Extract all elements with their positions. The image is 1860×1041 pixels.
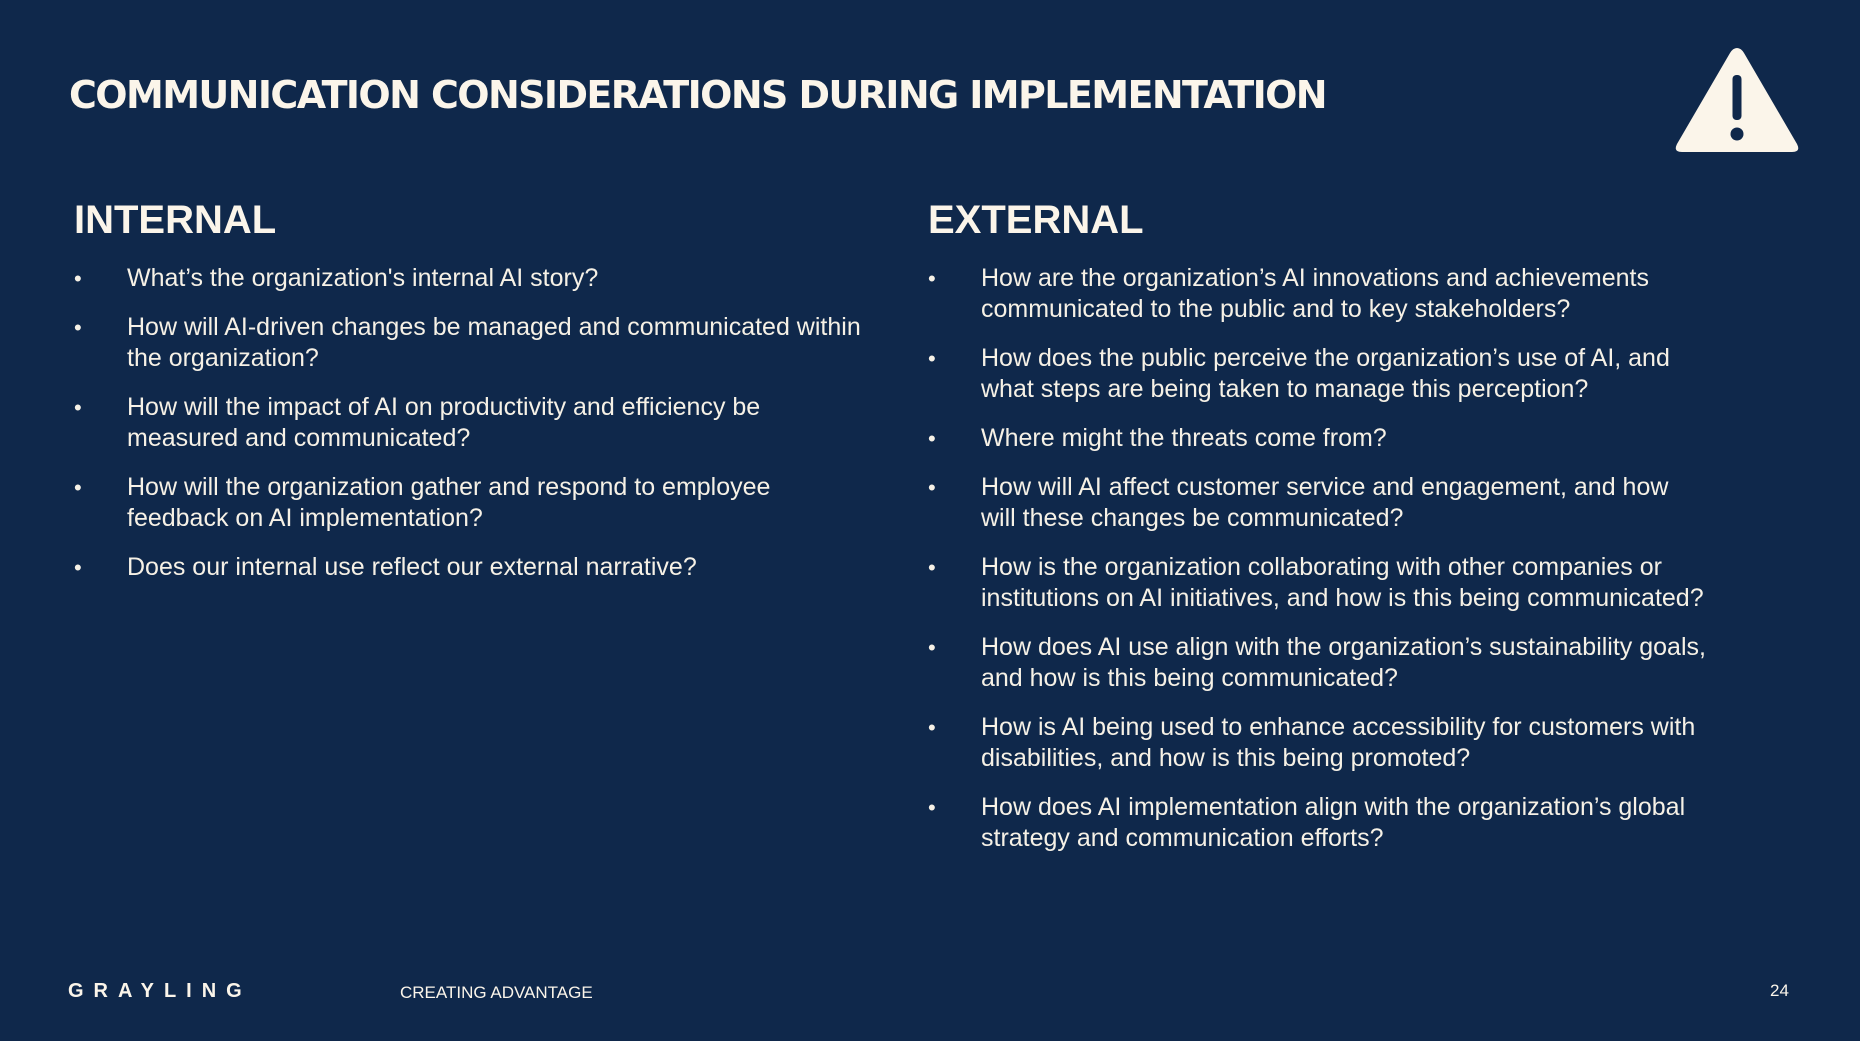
list-item bbox=[74, 312, 874, 374]
bullet-icon: • bbox=[928, 795, 936, 820]
external-column bbox=[928, 197, 1708, 872]
bullet-icon: • bbox=[74, 475, 82, 500]
list-item-text: How will the impact of AI on productivity and efficiency be measured and communicated? bbox=[127, 393, 761, 452]
bullet-icon: • bbox=[928, 475, 936, 500]
bullet-icon: • bbox=[928, 715, 936, 740]
list-item-text: How is the organization collaborating with other companies or institutions on AI initiatives, and how is this being communicated? bbox=[981, 553, 1704, 612]
grayling-logo: GRAYLING bbox=[68, 980, 252, 1002]
list-item bbox=[928, 472, 1708, 534]
list-item bbox=[74, 392, 874, 454]
bullet-icon: • bbox=[928, 635, 936, 660]
list-item-text: What’s the organization's internal AI story? bbox=[127, 264, 599, 292]
list-item-text: How will AI affect customer service and engagement, and how will these changes be communicated? bbox=[981, 473, 1669, 532]
external-heading: EXTERNAL bbox=[928, 198, 1144, 242]
list-item bbox=[928, 712, 1708, 774]
list-item-text: How will AI-driven changes be managed and communicated within the organization? bbox=[127, 313, 861, 372]
page-number: 24 bbox=[1770, 981, 1789, 1000]
bullet-icon: • bbox=[928, 555, 936, 580]
list-item bbox=[928, 632, 1708, 694]
internal-column bbox=[74, 197, 874, 601]
list-item bbox=[74, 472, 874, 534]
external-list bbox=[928, 263, 1708, 854]
list-item-text: Does our internal use reflect our external narrative? bbox=[127, 553, 697, 581]
internal-heading: INTERNAL bbox=[74, 198, 277, 242]
list-item-text: How does AI implementation align with the organization’s global strategy and communication efforts? bbox=[981, 793, 1686, 852]
list-item-text: How is AI being used to enhance accessibility for customers with disabilities, and how is this being promoted? bbox=[981, 713, 1696, 772]
list-item-text: How will the organization gather and respond to employee feedback on AI implementation? bbox=[127, 473, 771, 532]
bullet-icon: • bbox=[74, 266, 82, 291]
bullet-icon: • bbox=[74, 555, 82, 580]
bullet-icon: • bbox=[928, 346, 936, 371]
list-item-text: Where might the threats come from? bbox=[981, 424, 1387, 452]
list-item bbox=[928, 552, 1708, 614]
list-item bbox=[928, 423, 1708, 454]
list-item bbox=[74, 263, 874, 294]
list-item-text: How are the organization’s AI innovations and achievements communicated to the public and to key stakeholders? bbox=[981, 264, 1650, 323]
list-item bbox=[928, 263, 1708, 325]
bullet-icon: • bbox=[74, 395, 82, 420]
list-item bbox=[74, 552, 874, 583]
slide-title: COMMUNICATION CONSIDERATIONS DURING IMPLEMENTATION bbox=[69, 73, 1327, 117]
internal-list bbox=[74, 263, 874, 583]
list-item bbox=[928, 792, 1708, 854]
list-item bbox=[928, 343, 1708, 405]
warning-triangle-icon bbox=[1672, 42, 1802, 158]
bullet-icon: • bbox=[928, 266, 936, 291]
bullet-icon: • bbox=[74, 315, 82, 340]
bullet-icon: • bbox=[928, 426, 936, 451]
list-item-text: How does the public perceive the organization’s use of AI, and what steps are being taken to manage this perception? bbox=[981, 344, 1670, 403]
footer-tagline: CREATING ADVANTAGE bbox=[400, 983, 593, 1002]
list-item-text: How does AI use align with the organization’s sustainability goals, and how is this being communicated? bbox=[981, 633, 1706, 692]
